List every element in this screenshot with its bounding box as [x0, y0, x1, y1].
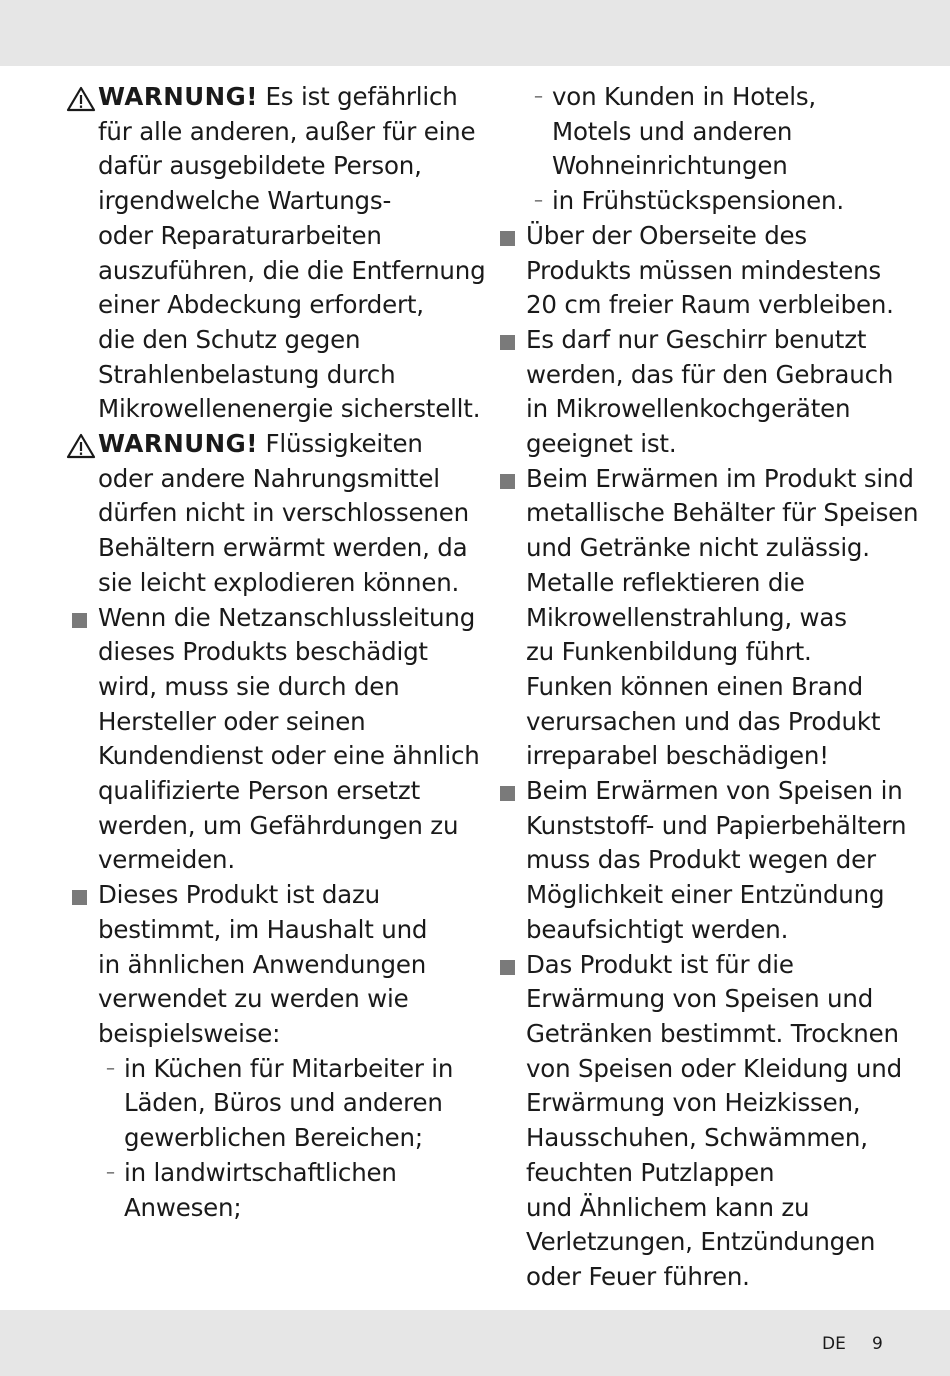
text-line: Metalle reflektieren die [526, 567, 805, 597]
text-line: und Ähnlichem kann zu [526, 1192, 810, 1222]
text-line: Hausschuhen, Schwämmen, [526, 1123, 868, 1153]
text-line: einer Abdeckung erfordert, [98, 290, 424, 320]
warning-triangle-icon [66, 86, 96, 112]
text-line: Kunststoff- und Papierbehältern [526, 810, 907, 840]
bullet-paragraph-7 [490, 948, 900, 1295]
text-line: Mikrowellenenergie sicherstellt. [98, 394, 481, 424]
sub-item-1 [62, 1052, 472, 1156]
text-line: Dieses Produkt ist dazu [98, 880, 380, 910]
text-line: beispielsweise: [98, 1018, 281, 1048]
square-bullet-icon [72, 613, 87, 628]
text-line: verursachen und das Produkt [526, 706, 881, 736]
text-line: Es darf nur Geschirr benutzt [526, 324, 867, 354]
warning-label: WARNUNG! [98, 429, 258, 459]
bullet-paragraph-2 [62, 878, 472, 1052]
sub-item-4 [490, 184, 900, 219]
right-column [490, 80, 919, 1295]
dash-marker: – [534, 86, 543, 107]
text-line: Erwärmung von Heizkissen, [526, 1088, 861, 1118]
text-line: gewerblichen Bereichen; [124, 1123, 423, 1153]
bullet-paragraph-4 [490, 323, 900, 462]
text-line: Wohneinrichtungen [552, 151, 788, 181]
text-line: Anwesen; [124, 1192, 242, 1222]
text-line: in landwirtschaftlichen [124, 1157, 397, 1187]
text-line: sie leicht explodieren können. [98, 567, 460, 597]
sub-item-2 [62, 1156, 472, 1225]
text-line: Wenn die Netzanschlussleitung [98, 602, 476, 632]
text-line: metallische Behälter für Speisen [526, 498, 919, 528]
warning-text: Flüssigkeiten [257, 429, 423, 459]
bullet-paragraph-3 [490, 219, 900, 323]
square-bullet-icon [500, 960, 515, 975]
text-line: irreparabel beschädigen! [526, 741, 829, 771]
text-line: Produkts müssen mindestens [526, 255, 881, 285]
text-line: in Küchen für Mitarbeiter in [124, 1053, 454, 1083]
text-line: in Frühstückspensionen. [552, 186, 844, 216]
text-line: Funken können einen Brand [526, 671, 864, 701]
header-band [0, 0, 950, 66]
text-line: von Speisen oder Kleidung und [526, 1053, 902, 1083]
warning-text: Es ist gefährlich [257, 82, 458, 111]
text-line: Erwärmung von Speisen und [526, 984, 874, 1014]
text-line: Motels und anderen [552, 116, 793, 146]
text-line: Das Produkt ist für die [526, 949, 794, 979]
square-bullet-icon [500, 786, 515, 801]
text-line: wird, muss sie durch den [98, 671, 400, 701]
left-column [62, 80, 486, 1225]
text-line: Beim Erwärmen von Speisen in [526, 776, 903, 806]
text-line: Mikrowellenstrahlung, was [526, 602, 847, 632]
bullet-paragraph-5 [490, 462, 919, 774]
page-number: 9 [872, 1334, 883, 1354]
text-line: zu Funkenbildung führt. [526, 637, 812, 667]
text-line: oder Feuer führen. [526, 1261, 750, 1291]
square-bullet-icon [500, 474, 515, 489]
bullet-paragraph-1 [62, 601, 480, 879]
text-line: Behältern erwärmt werden, da [98, 533, 468, 563]
text-line: muss das Produkt wegen der [526, 845, 876, 875]
text-line: werden, das für den Gebrauch [526, 359, 894, 389]
footer-language: DE [822, 1334, 846, 1354]
dash-marker: – [106, 1161, 115, 1183]
text-line: Läden, Büros und anderen [124, 1088, 443, 1118]
bullet-paragraph-6 [490, 774, 907, 948]
text-line: Strahlenbelastung durch [98, 359, 396, 389]
text-line: von Kunden in Hotels, [552, 82, 817, 111]
square-bullet-icon [500, 335, 515, 350]
text-line: dafür ausgebildete Person, [98, 151, 422, 181]
text-line: Beim Erwärmen im Produkt sind [526, 463, 914, 493]
warning-paragraph-2 [62, 427, 472, 601]
text-line: dieses Produkts beschädigt [98, 637, 428, 667]
text-line: feuchten Putzlappen [526, 1157, 775, 1187]
square-bullet-icon [500, 231, 515, 246]
footer-band [0, 1310, 950, 1376]
text-line: Hersteller oder seinen [98, 706, 366, 736]
text-line: qualifizierte Person ersetzt [98, 776, 420, 806]
text-line: Verletzungen, Entzündungen [526, 1227, 876, 1257]
text-line: verwendet zu werden wie [98, 984, 409, 1014]
text-line: geeignet ist. [526, 429, 677, 459]
text-line: dürfen nicht in verschlossenen [98, 498, 469, 528]
text-line: vermeiden. [98, 845, 235, 875]
text-line: in ähnlichen Anwendungen [98, 949, 427, 979]
dash-marker: – [534, 190, 543, 212]
warning-paragraph-1 [62, 80, 486, 427]
text-line: Kundendienst oder eine ähnlich [98, 741, 480, 771]
text-line: Getränken bestimmt. Trocknen [526, 1018, 899, 1048]
text-line: 20 cm freier Raum verbleiben. [526, 290, 894, 320]
text-line: oder Reparaturarbeiten [98, 220, 382, 250]
text-line: beaufsichtigt werden. [526, 914, 789, 944]
text-line: in Mikrowellenkochgeräten [526, 394, 851, 424]
text-line: und Getränke nicht zulässig. [526, 533, 870, 563]
square-bullet-icon [72, 890, 87, 905]
text-line: Möglichkeit einer Entzündung [526, 880, 885, 910]
sub-item-3 [490, 80, 900, 184]
text-line: die den Schutz gegen [98, 324, 361, 354]
text-line: auszuführen, die die Entfernung [98, 255, 486, 285]
text-line: Über der Oberseite des [526, 220, 807, 250]
text-line: für alle anderen, außer für eine [98, 116, 476, 146]
dash-marker: – [106, 1057, 115, 1079]
text-line: bestimmt, im Haushalt und [98, 914, 428, 944]
text-line: werden, um Gefährdungen zu [98, 810, 459, 840]
text-line: oder andere Nahrungsmittel [98, 463, 440, 493]
text-line: irgendwelche Wartungs- [98, 186, 392, 216]
warning-label: WARNUNG! [98, 82, 258, 111]
warning-triangle-icon [66, 433, 96, 459]
